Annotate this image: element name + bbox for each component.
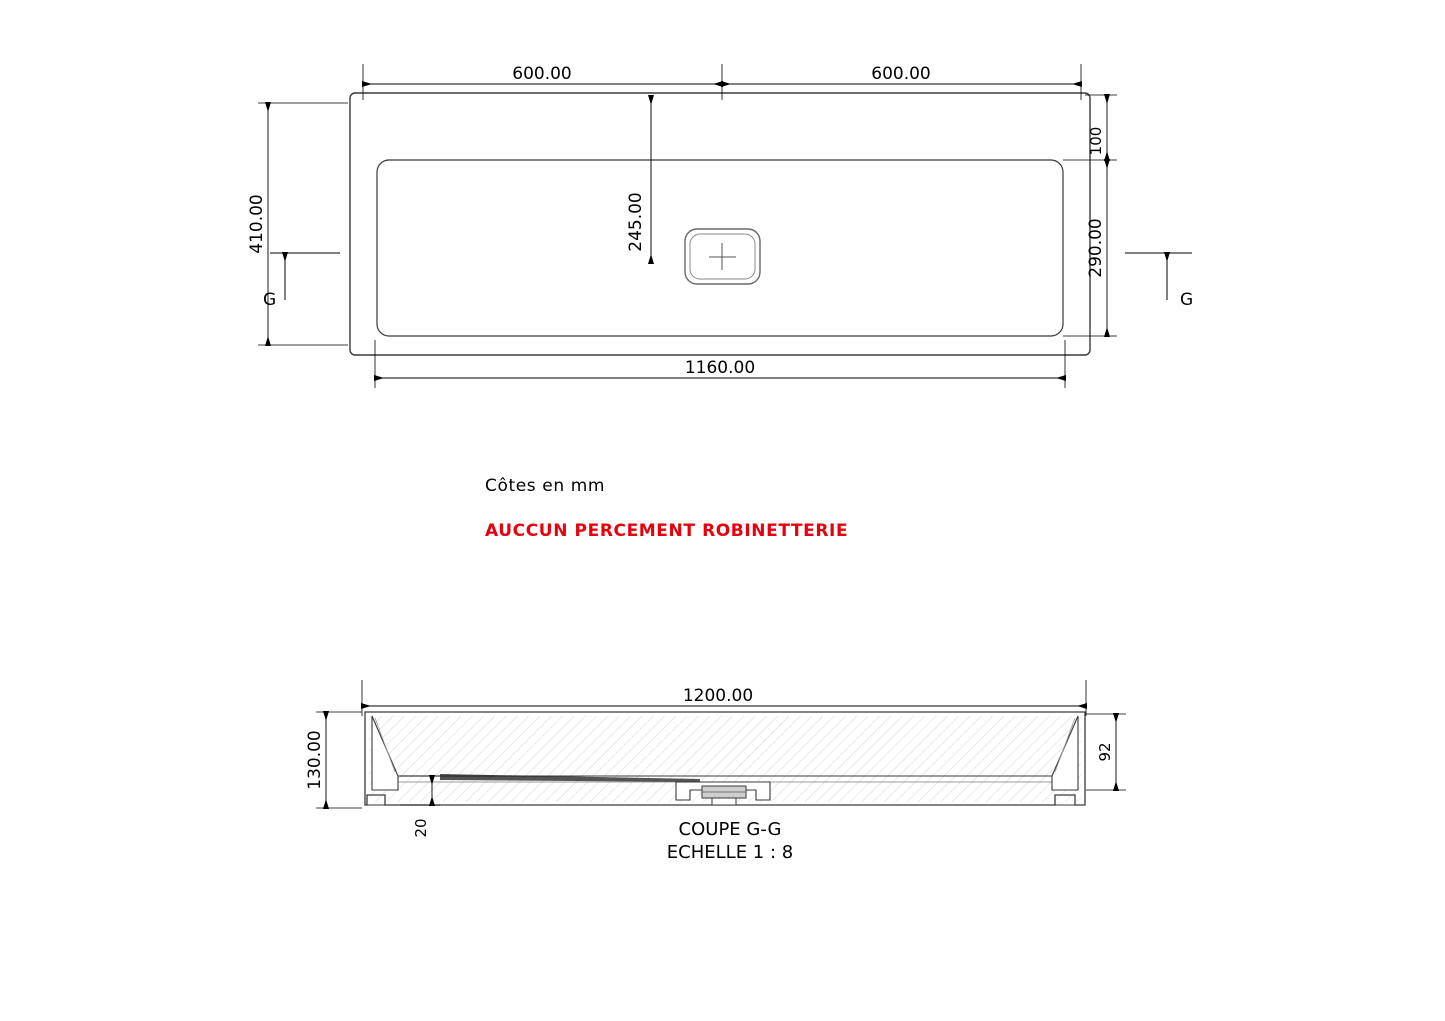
dim-drain-offset	[626, 96, 651, 263]
section-letter-left: G	[263, 290, 277, 310]
no-tap-hole-warning: AUCCUN PERCEMENT ROBINETTERIE	[485, 521, 849, 541]
dim-130-text: 130.00	[305, 730, 325, 790]
basin-inner-bowl-outline	[377, 160, 1063, 336]
dim-92-text: 92	[1096, 742, 1114, 762]
dim-1200-text: 1200.00	[682, 686, 754, 706]
dim-overall-height	[305, 712, 362, 808]
plan-view-group	[247, 64, 1193, 388]
dim-1160-text: 1160.00	[684, 358, 756, 378]
dim-100-text: 100	[1087, 126, 1105, 156]
section-marker-right	[1125, 253, 1193, 310]
units-note: Côtes en mm	[485, 476, 606, 496]
drain-outlet	[685, 229, 760, 284]
section-letter-right: G	[1180, 290, 1194, 310]
dim-290-text: 290.00	[1086, 218, 1106, 278]
dim-right-height	[1086, 714, 1126, 790]
dim-245-text: 245.00	[626, 192, 646, 252]
dim-half-widths	[363, 64, 1081, 100]
dim-inner-width	[375, 340, 1065, 388]
section-title: COUPE G-G	[678, 819, 782, 840]
dim-410-text: 410.00	[247, 194, 267, 254]
section-view-group	[305, 680, 1126, 838]
dim-20-text: 20	[412, 818, 430, 838]
basin-outer-outline	[350, 93, 1090, 355]
dim-overall-length	[362, 680, 1086, 716]
dim-600-right-text: 600.00	[871, 64, 931, 84]
dim-600-left-text: 600.00	[512, 64, 572, 84]
section-marker-left	[263, 253, 340, 310]
section-scale: ECHELLE 1 : 8	[666, 842, 794, 863]
